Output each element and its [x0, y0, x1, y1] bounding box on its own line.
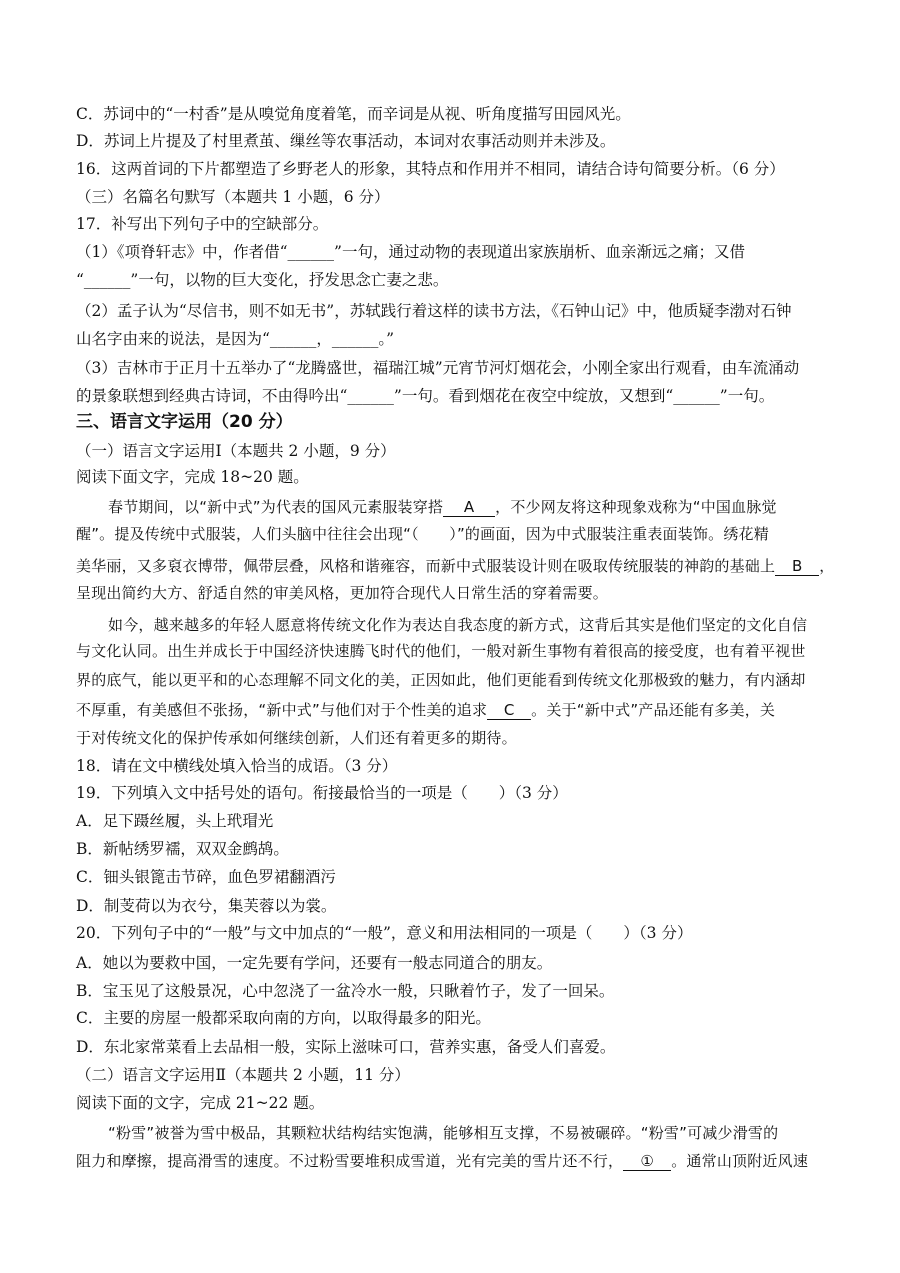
passage2-line	[76, 1150, 808, 1172]
q19-option-c: C．钿头银篦击节碎，血色罗裙翻酒污	[76, 868, 336, 886]
blank-1: ①	[623, 1152, 671, 1171]
passage-text: 。关于“新中式”产品还能有多美，关	[531, 701, 776, 719]
q20-option-a: A．她以为要救中国，一定先要有学问，还要有一般志同道合的朋友。	[76, 954, 553, 972]
section-3-heading: 三、语言文字运用（20 分）	[76, 412, 293, 432]
q17-part1-line1: （1）《项脊轩志》中，作者借“______”一句，通过动物的表现道出家族崩析、血亲渐远之痛；又借	[76, 243, 745, 261]
passage1-line: 呈现出简约大方、舒适自然的审美风格，更加符合现代人日常生活的穿着需要。	[76, 584, 609, 602]
passage-text: 春节期间，以“新中式”为代表的国风元素服装穿搭	[108, 498, 444, 516]
passage-text: 。通常山顶附近风速	[671, 1152, 809, 1170]
passage1-line: 于对传统文化的保护传承如何继续创新，人们还有着更多的期待。	[76, 729, 517, 747]
passage-text: 美华丽，又多裒衣博带，佩带层叠，风格和谐雍容，而新中式服装设计则在吸取传统服装的神韵的基础上	[76, 557, 776, 575]
option-c-line: C．苏词中的“一村香”是从嗅觉角度着笔，而辛词是从视、听角度描写田园风光。	[76, 105, 631, 123]
blank-a: A	[443, 498, 495, 517]
q17-part2-line2: 山名字由来的说法，是因为“______，______。”	[76, 330, 395, 348]
question-16: 16．这两首词的下片都塑造了乡野老人的形象，其特点和作用并不相同，请结合诗句简要分析。（6 分）	[76, 160, 785, 178]
q19-option-d: D．制芰荷以为衣兮，集芙蓉以为裳。	[76, 897, 337, 915]
passage-text: ，不少网友将这种现象戏称为“中国血脉觉	[495, 498, 777, 516]
q19-option-b: B．新帖绣罗襦，双双金鹧鸪。	[76, 840, 289, 858]
q20-option-b: B．宝玉见了这般景况，心中忽浇了一盆冷水一般，只瞅着竹子，发了一回呆。	[76, 982, 615, 1000]
subsection-2-heading: （二）语言文字运用Ⅱ（本题共 2 小题，11 分）	[76, 1066, 410, 1084]
passage2-line: “粉雪”被誉为雪中极品，其颗粒状结构结实饱满，能够相互支撑，不易被碾碎。“粉雪”可减少滑雪的	[108, 1124, 779, 1142]
passage1-line	[108, 496, 777, 518]
passage1-line: 醒”。提及传统中式服装，人们头脑中往往会出现“（ ）”的画面，因为中式服装注重表面装饰。绣花精	[76, 525, 769, 543]
passage-text: 不厚重，有美感但不张扬，“新中式”与他们对于个性美的追求	[76, 701, 488, 719]
passage-text: 阻力和摩擦，提高滑雪的速度。不过粉雪要堆积成雪道，光有完美的雪片还不行，	[76, 1152, 624, 1170]
question-19: 19．下列填入文中括号处的语句。衔接最恰当的一项是（ ）（3 分）	[76, 784, 568, 802]
subsection-1-heading: （一）语言文字运用Ⅰ（本题共 2 小题，9 分）	[76, 442, 396, 460]
option-d-line: D．苏词上片提及了村里煮茧、缫丝等农事活动，本词对农事活动则并未涉及。	[76, 132, 616, 150]
passage1-line	[76, 699, 775, 721]
passage1-line: 如今，越来越多的年轻人愿意将传统文化作为表达自我态度的新方式，这背后其实是他们坚定的文化自信	[108, 616, 808, 634]
q17-part3-line2: 的景象联想到经典古诗词，不由得吟出“______”一句。看到烟花在夜空中绽放，又想到“______”一句。	[76, 387, 775, 405]
blank-c: C	[487, 701, 531, 720]
passage1-line: 与文化认同。出生并成长于中国经济快速腾飞时代的他们，一般对新生事物有着很高的接受度，也有着平视世	[76, 642, 806, 660]
q20-option-d: D．东北家常菜看上去品相一般，实际上滋味可口，营养实惠，备受人们喜爱。	[76, 1038, 616, 1056]
q20-option-c: C．主要的房屋一般都采取向南的方向，以取得最多的阳光。	[76, 1009, 491, 1027]
q17-part1-line2: “______”一句，以物的巨大变化，抒发思念亡妻之悲。	[76, 271, 449, 289]
q17-part3-line1: （3）吉林市于正月十五举办了“龙腾盛世，福瑞江城”元宵节河灯烟花会，小刚全家出行观看，由车流涌动	[76, 359, 800, 377]
reading-instruction-2: 阅读下面的文字，完成 21~22 题。	[76, 1094, 325, 1112]
q19-option-a: A．足下蹑丝履，头上玳瑁光	[76, 812, 274, 830]
question-20: 20．下列句子中的“一般”与文中加点的“一般”，意义和用法相同的一项是（ ）（3 分）	[76, 924, 693, 942]
passage1-line: 界的底气，能以更平和的心态理解不同文化的美，正因如此，他们更能看到传统文化那极致的魅力，有内涵却	[76, 671, 806, 689]
q17-part2-line1: （2）孟子认为“尽信书，则不如无书”，苏轼践行着这样的读书方法，《石钟山记》中，他质疑李渤对石钟	[76, 302, 792, 320]
blank-b: B	[775, 557, 819, 576]
question-18: 18．请在文中横线处填入恰当的成语。（3 分）	[76, 757, 398, 775]
passage1-line	[76, 555, 834, 577]
passage-text: ，	[819, 557, 835, 575]
reading-instruction-1: 阅读下面文字，完成 18~20 题。	[76, 468, 309, 486]
subsection-3-heading: （三）名篇名句默写（本题共 1 小题，6 分）	[76, 188, 390, 206]
question-17: 17．补写出下列句子中的空缺部分。	[76, 215, 329, 233]
